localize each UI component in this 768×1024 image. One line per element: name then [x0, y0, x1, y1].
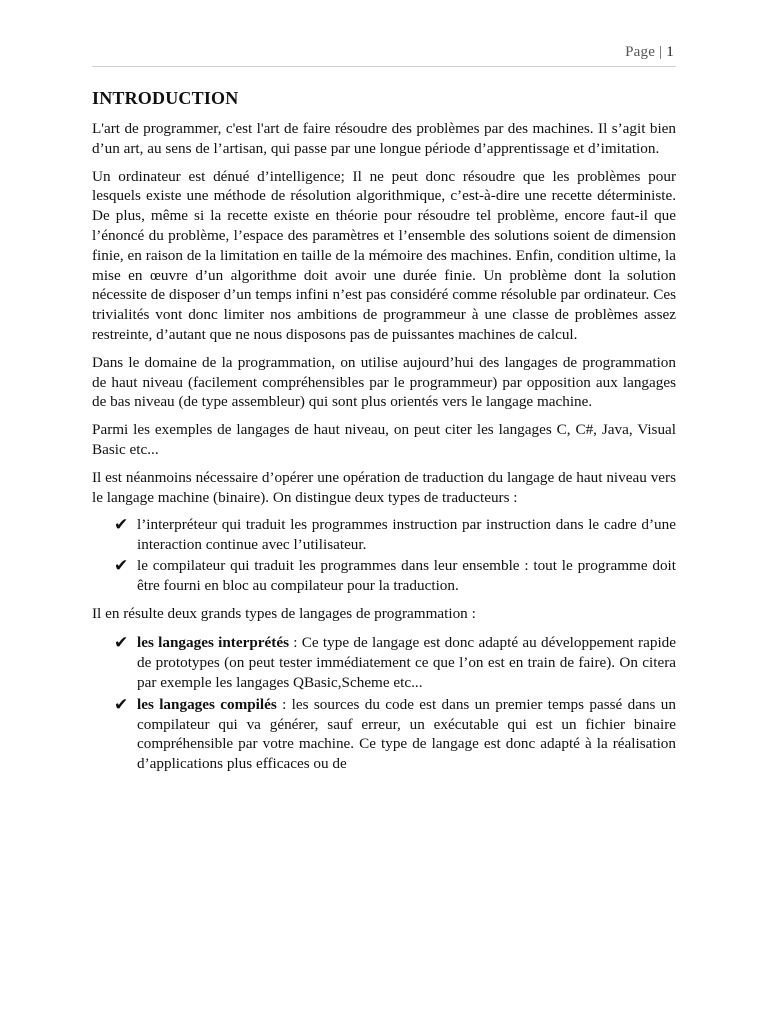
page-header — [625, 44, 674, 61]
term-interpreted: les langages interprétés — [137, 634, 289, 652]
paragraph-high-level-languages: Dans le domaine de la programmation, on utilise aujourd’hui des langages de programmation de haut niveau (facilement compréhensibles par le programmeur) par opposition aux langages de bas niveau (de type assembleur) qui sont plus orientés vers le langage machine. — [92, 353, 676, 411]
checkmark-icon: ✔ — [114, 633, 129, 654]
paragraph-language-examples: Parmi les exemples de langages de haut niveau, on peut citer les langages C, C#, Java, Visual Basic etc... — [92, 421, 676, 458]
list-item-text: l’interpréteur qui traduit les programmes instruction par instruction dans le cadre d’une interaction continue avec l’utilisateur. — [137, 516, 676, 554]
checkmark-icon: ✔ — [114, 555, 129, 576]
paragraph-computer-limits: Un ordinateur est dénué d’intelligence; Il ne peut donc résoudre que les problèmes pour lesquels existe une méthode de résolution algorithmique, c’est-à-dire une recette déterministe. De plus, même si la recette existe en théorie pour résoudre tel problème, encore faut-il que l’énoncé du problème, l’espace des paramètres et l’ensemble des solutions soient de dimension finie, en raison de la limitation en taille de la mémoire des machines. Enfin, condition ultime, la mise en œuvre d’un algorithme doit avoir une durée finie. Un problème dont la solution nécessite de disposer d’un temps infini n’est pas considéré comme résoluble par ordinateur. Ces trivialités vont donc limiter nos ambitions de programmeur à une classe de problèmes assez restreinte, d’autant que ne nous disposons pas de puissantes machines de calcul. — [92, 167, 676, 343]
list-item — [92, 515, 676, 555]
language-types-list — [92, 633, 676, 774]
section-title: INTRODUCTION — [92, 88, 239, 108]
paragraph-art-of-programming: L'art de programmer, c'est l'art de faire résoudre des problèmes par des machines. Il s’agit bien d’un art, au sens de l’artisan, qui passe par une longue période d’apprentissage et d’imitation. — [92, 120, 676, 157]
document-body — [92, 84, 676, 782]
list-item-text: : Ce type de langage est donc adapté au développement rapide de prototypes (on peut tester immédiatement ce que l’on est en train de faire). On citera par exemple les langages QBasic,Scheme etc... — [137, 634, 676, 691]
header-divider — [92, 66, 676, 67]
page-number: 1 — [666, 44, 674, 60]
list-item-text: : les sources du code est dans un premier temps passé dans un compilateur qui va générer, sauf erreur, un exécutable qui est un fichier binaire compréhensible par votre machine. Ce type de langage est donc adapté à la réalisation d’applications plus efficaces ou de — [137, 695, 676, 773]
page-separator: | — [659, 44, 663, 60]
list-item — [92, 633, 676, 692]
list-item-text: le compilateur qui traduit les programmes dans leur ensemble : tout le programme doit être fourni en bloc au compilateur pour la traduction. — [137, 556, 676, 594]
checkmark-icon: ✔ — [114, 515, 129, 536]
paragraph-translation: Il est néanmoins nécessaire d’opérer une opération de traduction du langage de haut niveau vers le langage machine (binaire). On distingue deux types de traducteurs : — [92, 468, 676, 506]
paragraph-language-types-intro: Il en résulte deux grands types de langages de programmation : — [92, 604, 476, 622]
term-compiled: les langages compilés — [137, 695, 277, 713]
list-item — [92, 695, 676, 774]
list-item — [92, 556, 676, 596]
page-label: Page — [625, 44, 656, 60]
checkmark-icon: ✔ — [114, 694, 129, 715]
translators-list — [92, 515, 676, 595]
